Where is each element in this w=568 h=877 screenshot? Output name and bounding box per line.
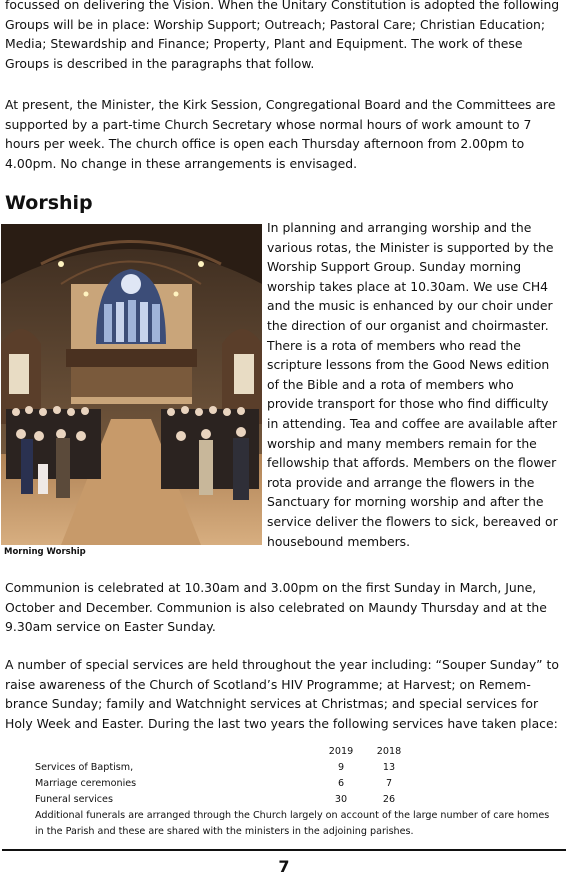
footer-divider (2, 849, 566, 851)
communion-paragraph: Communion is celebrated at 10.30am and 3.00pm on the first Sunday in March, June, October and December. Communion is also celebrated on Maundy Thursday and at the 9.30am service on Easter Sunday. (5, 580, 547, 635)
worship-paragraph: In planning and arranging worship and the various rotas, the Minister is supported by the Worship Support Group. Sunday morning worship takes place at 10.30am. We use CH4 and the music is enhanced by our choir under the direction of our organist and choirmaster. There is a rota of members who read the scripture lessons from the Good News edition of the Bible and a rota of members who provide transport for those who find difficulty in attending. Tea and coffee are available after worship and many members remain for the fellowship that affords. Members on the flower rota provide and arrange the flowers in the Sanctuary for morning worship and after the service deliver the flowers to sick, bereaved or housebound members. (267, 220, 558, 549)
cell-2019: 9 (337, 762, 345, 773)
services-table (35, 744, 555, 808)
column-header-2019: 2019 (328, 746, 354, 757)
section-heading-worship: Worship (5, 192, 93, 214)
special-services-paragraph: A number of special services are held throughout the year including: “Souper Sunday” to raise awareness of the Church of Scotland’s HIV Programme; at Harvest; on Remem-brance Sunday; family and Watchnight services at Christmas; and special services for Holy Week and Easter. During the last two years the following services have taken place: (5, 657, 559, 731)
row-label: Funeral services (35, 794, 113, 805)
cell-2019: 30 (334, 794, 348, 805)
table-header-row (35, 744, 555, 760)
row-label: Services of Baptism, (35, 762, 134, 773)
page-number: 7 (278, 857, 290, 876)
row-label: Marriage ceremonies (35, 778, 137, 789)
photo-caption: Morning Worship (4, 547, 86, 557)
column-header-2018: 2018 (376, 746, 402, 757)
table-row (35, 760, 555, 776)
cell-2018: 7 (385, 778, 393, 789)
table-row (35, 776, 555, 792)
cell-2018: 13 (382, 762, 396, 773)
cell-2018: 26 (382, 794, 396, 805)
intro-paragraph-secretary: At present, the Minister, the Kirk Session, Congregational Board and the Committees are supported by a part-time Church Secretary whose normal hours of work amount to 7 hours per week. The church office is open each Thursday afternoon from 2.00pm to 4.00pm. No change in these arrangements is envisaged. (5, 97, 556, 171)
intro-paragraph-groups: focussed on delivering the Vision. When the Unitary Constitution is adopted the following Groups will be in place: Worship Support; Outreach; Pastoral Care; Christian Education; Media; Stewardship and Finance; Property, Plant and Equipment. The work of these Groups is described in the paragraphs that follow. (5, 0, 560, 71)
cell-2019: 6 (337, 778, 345, 789)
table-row (35, 792, 555, 808)
morning-worship-photo (1, 224, 262, 545)
funerals-note: Additional funerals are arranged through the Church largely on account of the large number of care homes in the Parish and these are shared with the ministers in the adjoining parishes. (35, 810, 550, 837)
